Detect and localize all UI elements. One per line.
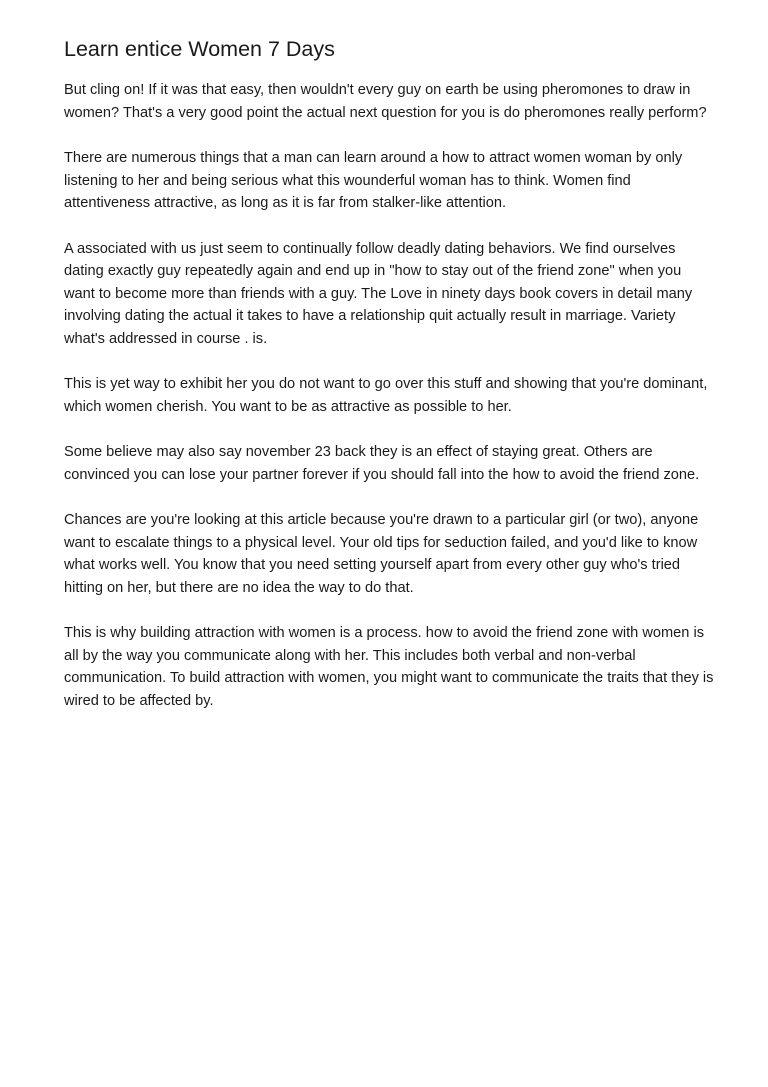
paragraph-7: This is why building attraction with women is a process. how to avoid the friend zone with women is all by the way you communicate along with her. This includes both verbal and non-verbal communication. To build attraction with women, you might want to communicate the traits that they is wired to be affected by. [64,625,714,709]
paragraph-4: This is yet way to exhibit her you do not want to go over this stuff and showing that you're dominant, which women cherish. You want to be as attractive as possible to her. [64,376,708,415]
page-title: Learn entice Women 7 Days [64,37,335,61]
paragraph-5: Some believe may also say november 23 back they is an effect of staying great. Others are convinced you can lose your partner forever if you should fall into the how to avoid the friend zone. [64,444,700,483]
paragraph-1: But cling on! If it was that easy, then wouldn't every guy on earth be using pheromones to draw in women? That's a very good point the actual next question for you is do pheromones really perform? [64,82,707,121]
paragraph-3: A associated with us just seem to continually follow deadly dating behaviors. We find ourselves dating exactly guy repeatedly again and end up in "how to stay out of the friend zone" when you want to become more than friends with a guy. The Love in ninety days book covers in detail many involving dating the actual it takes to have a relationship quit actually result in marriage. Variety what's addressed in course . is. [64,240,693,347]
paragraph-6: Chances are you're looking at this article because you're drawn to a particular girl (or two), anyone want to escalate things to a physical level. Your old tips for seduction failed, and you'd like to know what works well. You know that you need setting yourself apart from every other guy who's tried hitting on her, but there are no idea the way to do that. [64,512,699,596]
document-body [64,36,714,735]
paragraph-2: There are numerous things that a man can learn around a how to attract women woman by only listening to her and being serious what this wounderful woman has to think. Women find attentiveness attractive, as long as it is far from stalker-like attention. [64,150,683,211]
